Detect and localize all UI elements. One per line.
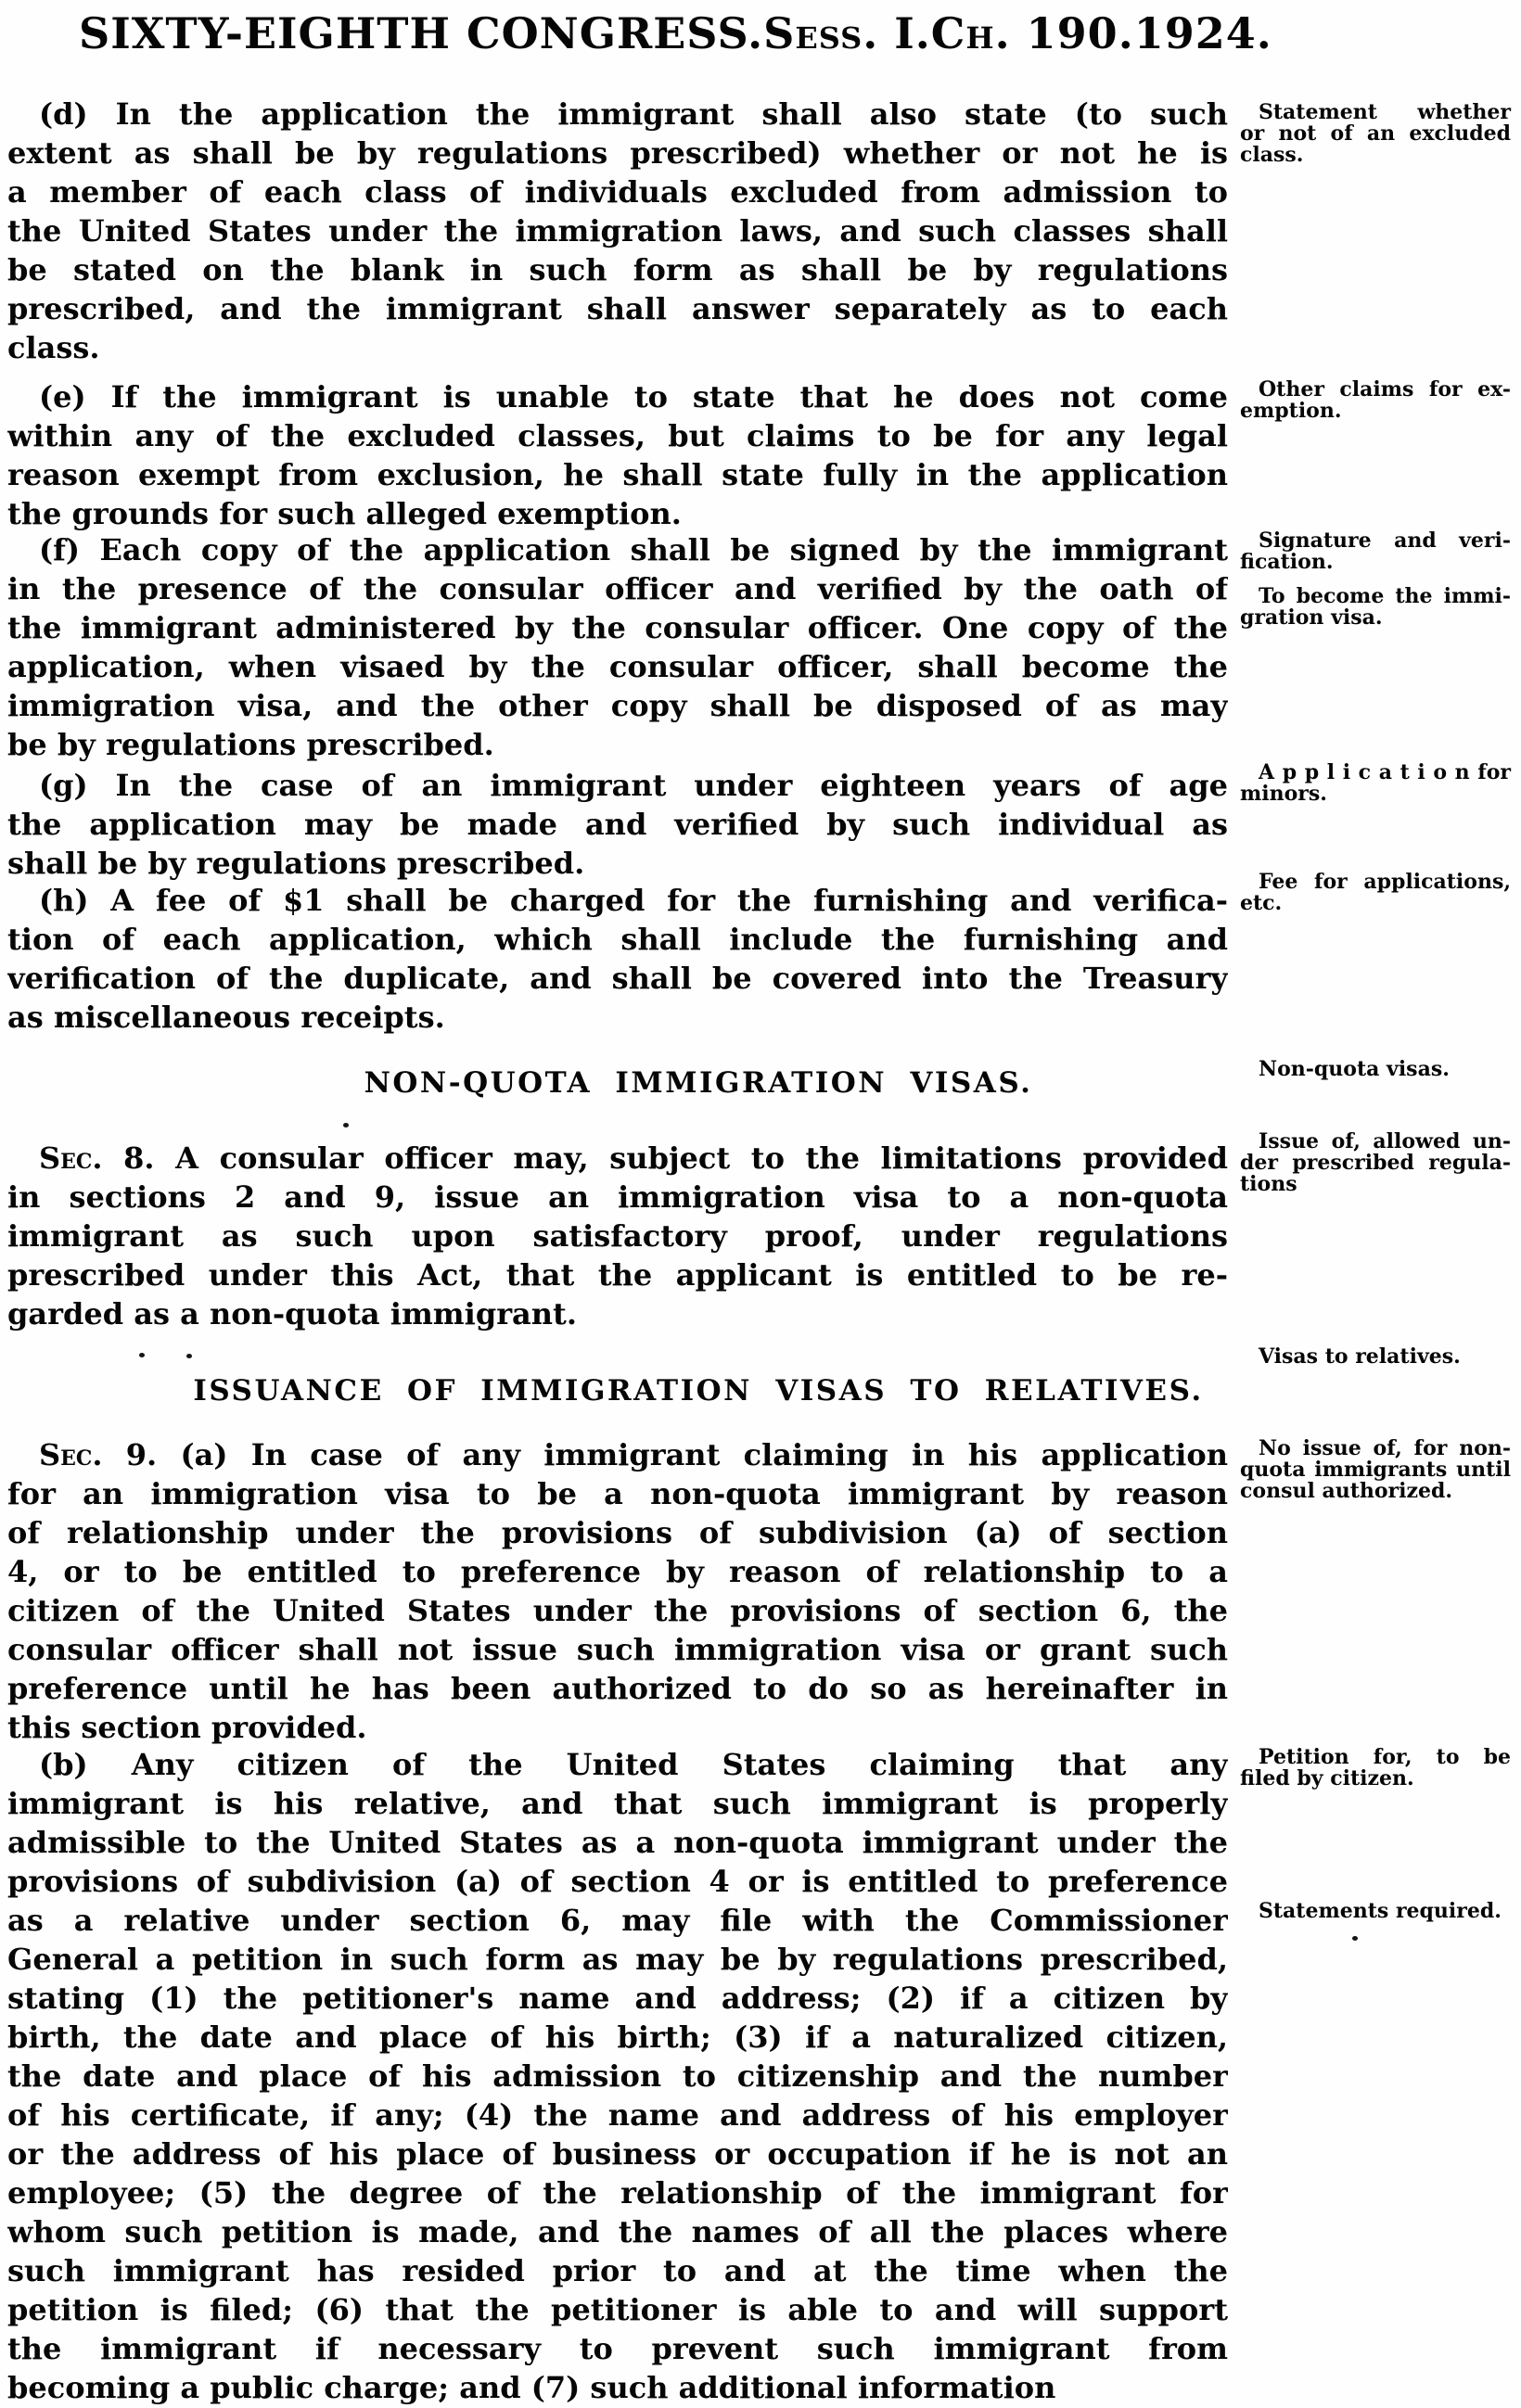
text-line: in sections 2 and 9, issue an immigration visa to a non-quota — [7, 1179, 1228, 1215]
text-line: as a relative under section 6, may file with the Commissioner — [7, 1903, 1228, 1938]
text-line: of relationship under the provisions of subdivision (a) of section — [7, 1515, 1228, 1550]
text-line: reason exempt from exclusion, he shall state fully in the application — [7, 457, 1228, 492]
text-line: the immigrant if necessary to prevent such immigrant from — [7, 2331, 1228, 2366]
text-line: immigrant as such upon satisfactory proof, under regulations — [7, 1218, 1228, 1254]
text-line: in the presence of the consular officer and verified by the oath of — [7, 571, 1228, 606]
text-line: Non-quota visas. — [1259, 1057, 1450, 1081]
text-line: minors. — [1240, 782, 1327, 806]
text-line: for an immigration visa to be a non-quota immigrant by reason — [7, 1476, 1228, 1511]
margin-note-excluded-class — [1240, 102, 1511, 166]
scan-artifact-dot — [1352, 1936, 1358, 1941]
margin-note-fee — [1240, 872, 1511, 914]
text-line: consular officer shall not issue such immigration visa or grant such — [7, 1632, 1228, 1667]
text-line: prescribed, and the immigrant shall answer separately as to each — [7, 291, 1228, 326]
session-label: Sess. I. — [763, 8, 931, 58]
text-line: gration visa. — [1240, 605, 1383, 630]
text-line: Statements required. — [1259, 1899, 1502, 1923]
text-line: class. — [1240, 143, 1304, 167]
text-line: or not of an excluded — [1240, 121, 1511, 146]
text-line: citizen of the United States under the provisions of section 6, the — [7, 1593, 1228, 1628]
text-line: verification of the duplicate, and shall be covered into the Treasury — [7, 961, 1228, 996]
text-line: (f) Each copy of the application shall be signed by the immigrant — [39, 532, 1228, 567]
text-line: Petition for, to be — [1259, 1745, 1511, 1769]
text-line: admissible to the United States as a non-quota immigrant under the — [7, 1825, 1228, 1860]
text-line: (g) In the case of an immigrant under eighteen years of age — [39, 768, 1228, 803]
margin-note-signature — [1240, 530, 1511, 573]
text-line: (h) A fee of $1 shall be charged for the furnishing and verifica- — [39, 883, 1228, 918]
text-line: emption. — [1240, 399, 1342, 423]
text-line: No issue of, for non- — [1259, 1436, 1511, 1460]
margin-note-minors — [1240, 762, 1511, 805]
margin-note-no-issue — [1240, 1438, 1511, 1502]
margin-note-become-visa — [1240, 586, 1511, 629]
text-line: the grounds for such alleged exemption. — [7, 496, 682, 531]
text-line: extent as shall be by regulations prescribed) whether or not he is — [7, 135, 1228, 171]
text-line: etc. — [1240, 891, 1283, 915]
text-line: whom such petition is made, and the names of all the places where — [7, 2214, 1228, 2249]
section-heading-issuance-to-relatives: ISSUANCE OF IMMIGRATION VISAS TO RELATIVES. — [193, 1374, 1204, 1408]
text-line: application, when visaed by the consular officer, shall become the — [7, 649, 1228, 684]
margin-note-non-quota — [1240, 1059, 1511, 1080]
text-line: immigration visa, and the other copy shall be disposed of as may — [7, 688, 1228, 723]
text-line: the United States under the immigration laws, and such classes shall — [7, 213, 1228, 248]
scan-artifact-dot — [186, 1354, 192, 1358]
text-line: consul authorized. — [1240, 1479, 1453, 1503]
margin-note-visas-relatives — [1240, 1346, 1511, 1368]
text-line: Other claims for ex- — [1259, 377, 1511, 401]
text-line: Sec. 8. A consular officer may, subject to the limitations provided — [39, 1140, 1228, 1176]
margin-note-statements — [1240, 1901, 1511, 1922]
text-line: such immigrant has resided prior to and at the time when the — [7, 2253, 1228, 2288]
text-line: be stated on the blank in such form as shall be by regulations — [7, 252, 1228, 287]
text-line: fication. — [1240, 550, 1334, 574]
text-line: be by regulations prescribed. — [7, 727, 494, 762]
text-line: the immigrant administered by the consular officer. One copy of the — [7, 610, 1228, 645]
text-line: tion of each application, which shall include the furnishing and — [7, 922, 1228, 957]
text-line: employee; (5) the degree of the relationship of the immigrant for — [7, 2175, 1228, 2211]
text-line: this section provided. — [7, 1710, 367, 1745]
text-line: birth, the date and place of his birth; (3) if a naturalized citizen, — [7, 2019, 1228, 2055]
scan-artifact-dot — [139, 1353, 145, 1357]
text-line: (e) If the immigrant is unable to state that he does not come — [39, 379, 1228, 414]
text-line: provisions of subdivision (a) of section 4 or is entitled to preference — [7, 1864, 1228, 1899]
year-label: 1924. — [1133, 8, 1272, 58]
text-line: as miscellaneous receipts. — [7, 1000, 445, 1035]
chapter-label: Ch. 190. — [930, 8, 1134, 58]
scan-artifact-dot — [343, 1123, 349, 1128]
text-line: tions — [1240, 1172, 1297, 1196]
text-line: becoming a public charge; and (7) such additional information — [7, 2370, 1056, 2405]
text-line: prescribed under this Act, that the applicant is entitled to be re- — [7, 1257, 1228, 1293]
text-line: of his certificate, if any; (4) the name and address of his employer — [7, 2097, 1228, 2133]
margin-note-petition — [1240, 1747, 1511, 1790]
text-line: (b) Any citizen of the United States claiming that any — [39, 1747, 1228, 1782]
section-heading-non-quota-visas: NON-QUOTA IMMIGRATION VISAS. — [364, 1066, 1033, 1100]
text-line: a member of each class of individuals excluded from admission to — [7, 174, 1228, 210]
text-line: class. — [7, 330, 100, 365]
text-line: Issue of, allowed un- — [1259, 1129, 1511, 1153]
text-line: Fee for applications, — [1259, 870, 1511, 894]
text-line: (d) In the application the immigrant shall also state (to such — [39, 96, 1228, 132]
text-line: A p p l i c a t i o n for — [1259, 760, 1511, 784]
text-line: shall be by regulations prescribed. — [7, 846, 585, 881]
text-line: immigrant is his relative, and that such immigrant is properly — [7, 1786, 1228, 1821]
margin-note-other-claims — [1240, 379, 1511, 422]
text-line: General a petition in such form as may be by regulations prescribed, — [7, 1942, 1228, 1977]
text-line: the application may be made and verified by such individual as — [7, 807, 1228, 842]
text-line: 4, or to be entitled to preference by reason of relationship to a — [7, 1554, 1228, 1589]
text-line: garded as a non-quota immigrant. — [7, 1296, 577, 1331]
text-line: Statement whether — [1259, 100, 1511, 124]
text-line: preference until he has been authorized to do so as hereinafter in — [7, 1671, 1228, 1706]
text-line: To become the immi- — [1259, 584, 1511, 608]
text-line: Visas to relatives. — [1259, 1344, 1461, 1369]
text-line: stating (1) the petitioner's name and address; (2) if a citizen by — [7, 1981, 1228, 2016]
text-line: or the address of his place of business or occupation if he is not an — [7, 2136, 1228, 2172]
margin-note-issue-of — [1240, 1131, 1511, 1195]
text-line: the date and place of his admission to citizenship and the number — [7, 2058, 1228, 2094]
text-line: petition is filed; (6) that the petitioner is able to and will support — [7, 2292, 1228, 2327]
text-line: filed by citizen. — [1240, 1766, 1414, 1790]
text-line: quota immigrants until — [1240, 1458, 1511, 1482]
text-line: Sec. 9. (a) In case of any immigrant claiming in his application — [39, 1437, 1228, 1472]
text-line: der prescribed regula- — [1240, 1151, 1511, 1175]
congress-title: SIXTY-EIGHTH CONGRESS. — [79, 8, 764, 58]
text-line: within any of the excluded classes, but claims to be for any legal — [7, 418, 1228, 453]
text-line: Signature and veri- — [1259, 529, 1511, 553]
